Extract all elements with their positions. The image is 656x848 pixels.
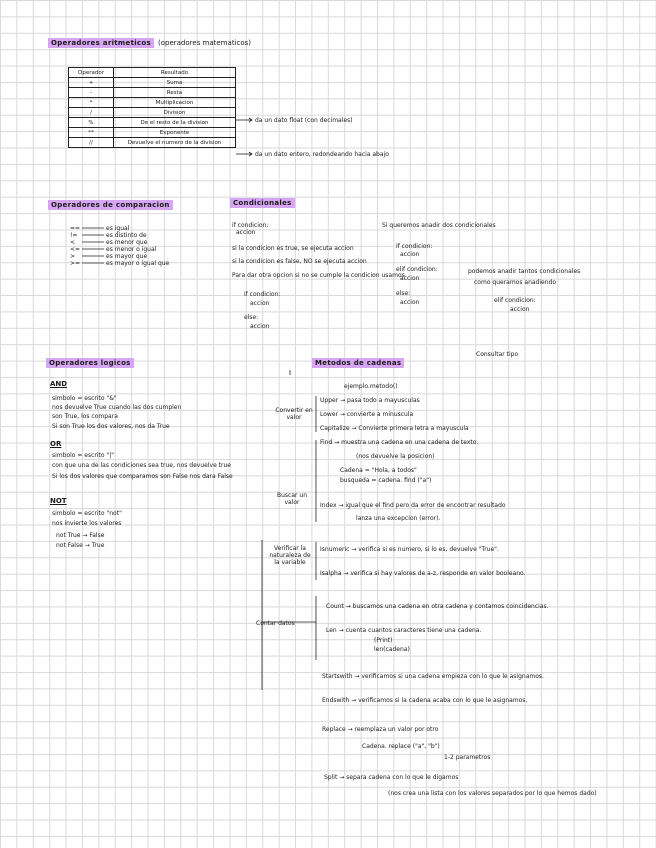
op-cell: /: [69, 108, 114, 118]
example-method: ejemplo.metodo(): [344, 383, 398, 390]
comp-item: > es mayor que: [70, 253, 148, 260]
len-example: len(cadena): [374, 646, 410, 653]
method-lower: Lower → convierte a minuscula: [320, 411, 414, 418]
arith-subtitle: (operadores matematicos): [158, 39, 252, 47]
cond-note: si la condicion es true, se ejecuta accion: [232, 245, 354, 252]
code-line: accion: [510, 306, 530, 313]
comp-item: != es distinto de: [70, 232, 147, 239]
table-row: [69, 98, 236, 108]
logic-line: simbolo = escrito "not": [52, 510, 122, 517]
replace-example: Cadena. replace ("a", "b"): [362, 743, 440, 750]
code-line: if condicion:: [244, 291, 281, 298]
cond-title: Condicionales: [230, 198, 295, 208]
table-row: [69, 128, 236, 138]
note-division: da un dato float (con decimales): [255, 117, 353, 124]
code-line: accion: [250, 300, 270, 307]
not-heading: NOT: [50, 497, 67, 505]
table-row: [69, 108, 236, 118]
logic-line: Si los dos valores que comparamos son False nos dara False: [52, 473, 233, 480]
logic-line: not False → True: [56, 542, 105, 549]
method-replace: Replace → reemplaza un valor por otro: [322, 726, 439, 733]
len-note: (Print): [374, 637, 393, 644]
comp-item: == es igual: [70, 225, 130, 232]
logic-line: con que una de las condiciones sea true, nos devuelve true: [52, 462, 231, 469]
logic-line: Si son True los dos valores, nos da True: [52, 423, 170, 430]
op-cell: *: [69, 98, 114, 108]
cond-note-multi: podemos anadir tantos condicionales: [468, 268, 581, 275]
result-cell: Multiplicacion: [114, 98, 236, 108]
op-cell: //: [69, 138, 114, 148]
cond-multi-title: Si queremos anadir dos condicionales: [382, 222, 496, 229]
op-cell: +: [69, 78, 114, 88]
code-line: accion: [250, 323, 270, 330]
code-line: else:: [244, 314, 259, 321]
split-note: (nos crea una lista con los valores separados por lo que hemos dado): [388, 790, 597, 797]
code-line: if condicion:: [232, 222, 269, 229]
code-line: accion: [236, 229, 256, 236]
col-header: Resultado: [114, 68, 236, 78]
group-contar: Contar datos: [256, 620, 295, 627]
code-line: elif condicion:: [396, 266, 438, 273]
arith-title: Operadores aritmeticos: [48, 38, 154, 48]
code-line: accion: [400, 275, 420, 282]
group-verificar: Verificar la naturaleza de la variable: [269, 545, 311, 566]
table-row: [69, 118, 236, 128]
logic-line: nos invierte los valores: [52, 520, 122, 527]
group-buscar: Buscar un valor: [277, 492, 307, 506]
comp-item: <= es menor o igual: [70, 246, 157, 253]
code-line: else:: [396, 290, 411, 297]
index-note: lanza una excepcion (error).: [356, 515, 441, 522]
method-count: Count → buscamos una cadena en otra cadena y contamos coincidencias.: [326, 603, 549, 610]
result-cell: Suma: [114, 78, 236, 88]
method-find: Find → muestra una cadena en una cadena de texto.: [320, 439, 479, 446]
find-example: busqueda = cadena. find ("a"): [340, 477, 432, 484]
find-note: (nos devuelve la posicion): [356, 453, 435, 460]
method-isalpha: Isalpha → verifica si hay valores de a-z, responde en valor booleano.: [320, 570, 526, 577]
op-cell: **: [69, 128, 114, 138]
table-row: [69, 88, 236, 98]
code-line: accion: [400, 251, 420, 258]
logic-line: son True, los compara: [52, 413, 118, 420]
table-row: [69, 138, 236, 148]
col-header: Operador: [69, 68, 114, 78]
group-convertir: Convertir en valor: [275, 407, 313, 421]
result-cell: Division: [114, 108, 236, 118]
logic-line: not True → False: [56, 532, 105, 539]
consultar-tipo: Consultar tipo: [476, 351, 519, 358]
method-endswith: Endswith → verificamos si la cadena acaba con lo que le asignamos.: [322, 697, 528, 704]
result-cell: Resta: [114, 88, 236, 98]
comp-item: >= es mayor o igual que: [70, 260, 170, 267]
code-line: elif condicion:: [494, 297, 536, 304]
comp-item: < es menor que: [70, 239, 148, 246]
result-cell: Devuelve el numero de la division: [114, 138, 236, 148]
cond-note: si la condicion es false, NO se ejecuta accion: [232, 258, 367, 265]
cond-note-multi: como queramos anadiendo: [474, 279, 556, 286]
str-title: Metodos de cadenas: [312, 358, 404, 368]
comp-list: [70, 225, 169, 267]
result-cell: Exponente: [114, 128, 236, 138]
op-cell: -: [69, 88, 114, 98]
method-split: Split → separa cadena con lo que le digamos: [324, 774, 459, 781]
code-line: accion: [400, 299, 420, 306]
op-cell: %: [69, 118, 114, 128]
table-row: [69, 78, 236, 88]
method-upper: Upper → pasa todo a mayusculas: [320, 397, 420, 404]
replace-note: 1-2 parametros: [444, 754, 491, 761]
and-heading: AND: [50, 380, 68, 388]
result-cell: De el resto de la division: [114, 118, 236, 128]
arith-table: [68, 67, 236, 148]
logic-line: simbolo = escrito "|": [52, 452, 115, 459]
method-index: Index → igual que el find pero da error de encontrar resultado: [320, 502, 506, 509]
logic-title: Operadores logicos: [46, 358, 134, 368]
logic-line: simbolo = escrito "&": [52, 395, 117, 402]
find-example: Cadena = "Hola, a todos": [340, 467, 417, 474]
method-capitalize: Capitalize → Convierte primera letra a mayuscula: [320, 425, 469, 432]
comp-title: Operadores de comparacion: [48, 200, 173, 210]
cond-note: Para dar otra opcion si no se cumple la condicion usamos: [232, 272, 405, 279]
method-startswith: Startswith → verificamos si una cadena empieza con lo que le asignamos.: [322, 673, 544, 680]
logic-line: nos devuelve True cuando las dos cumplen: [52, 404, 182, 411]
code-line: if condicion:: [396, 243, 433, 250]
table-header-row: [69, 68, 236, 78]
method-isnumeric: Isnumeric → verifica si es numero, si lo es, devuelve "True".: [320, 546, 499, 553]
or-heading: OR: [50, 440, 62, 448]
method-len: Len → cuenta cuantos caracteres tiene una cadena.: [326, 627, 482, 634]
note-floor-division: da un dato entero, redondeando hacia abajo: [255, 151, 389, 158]
